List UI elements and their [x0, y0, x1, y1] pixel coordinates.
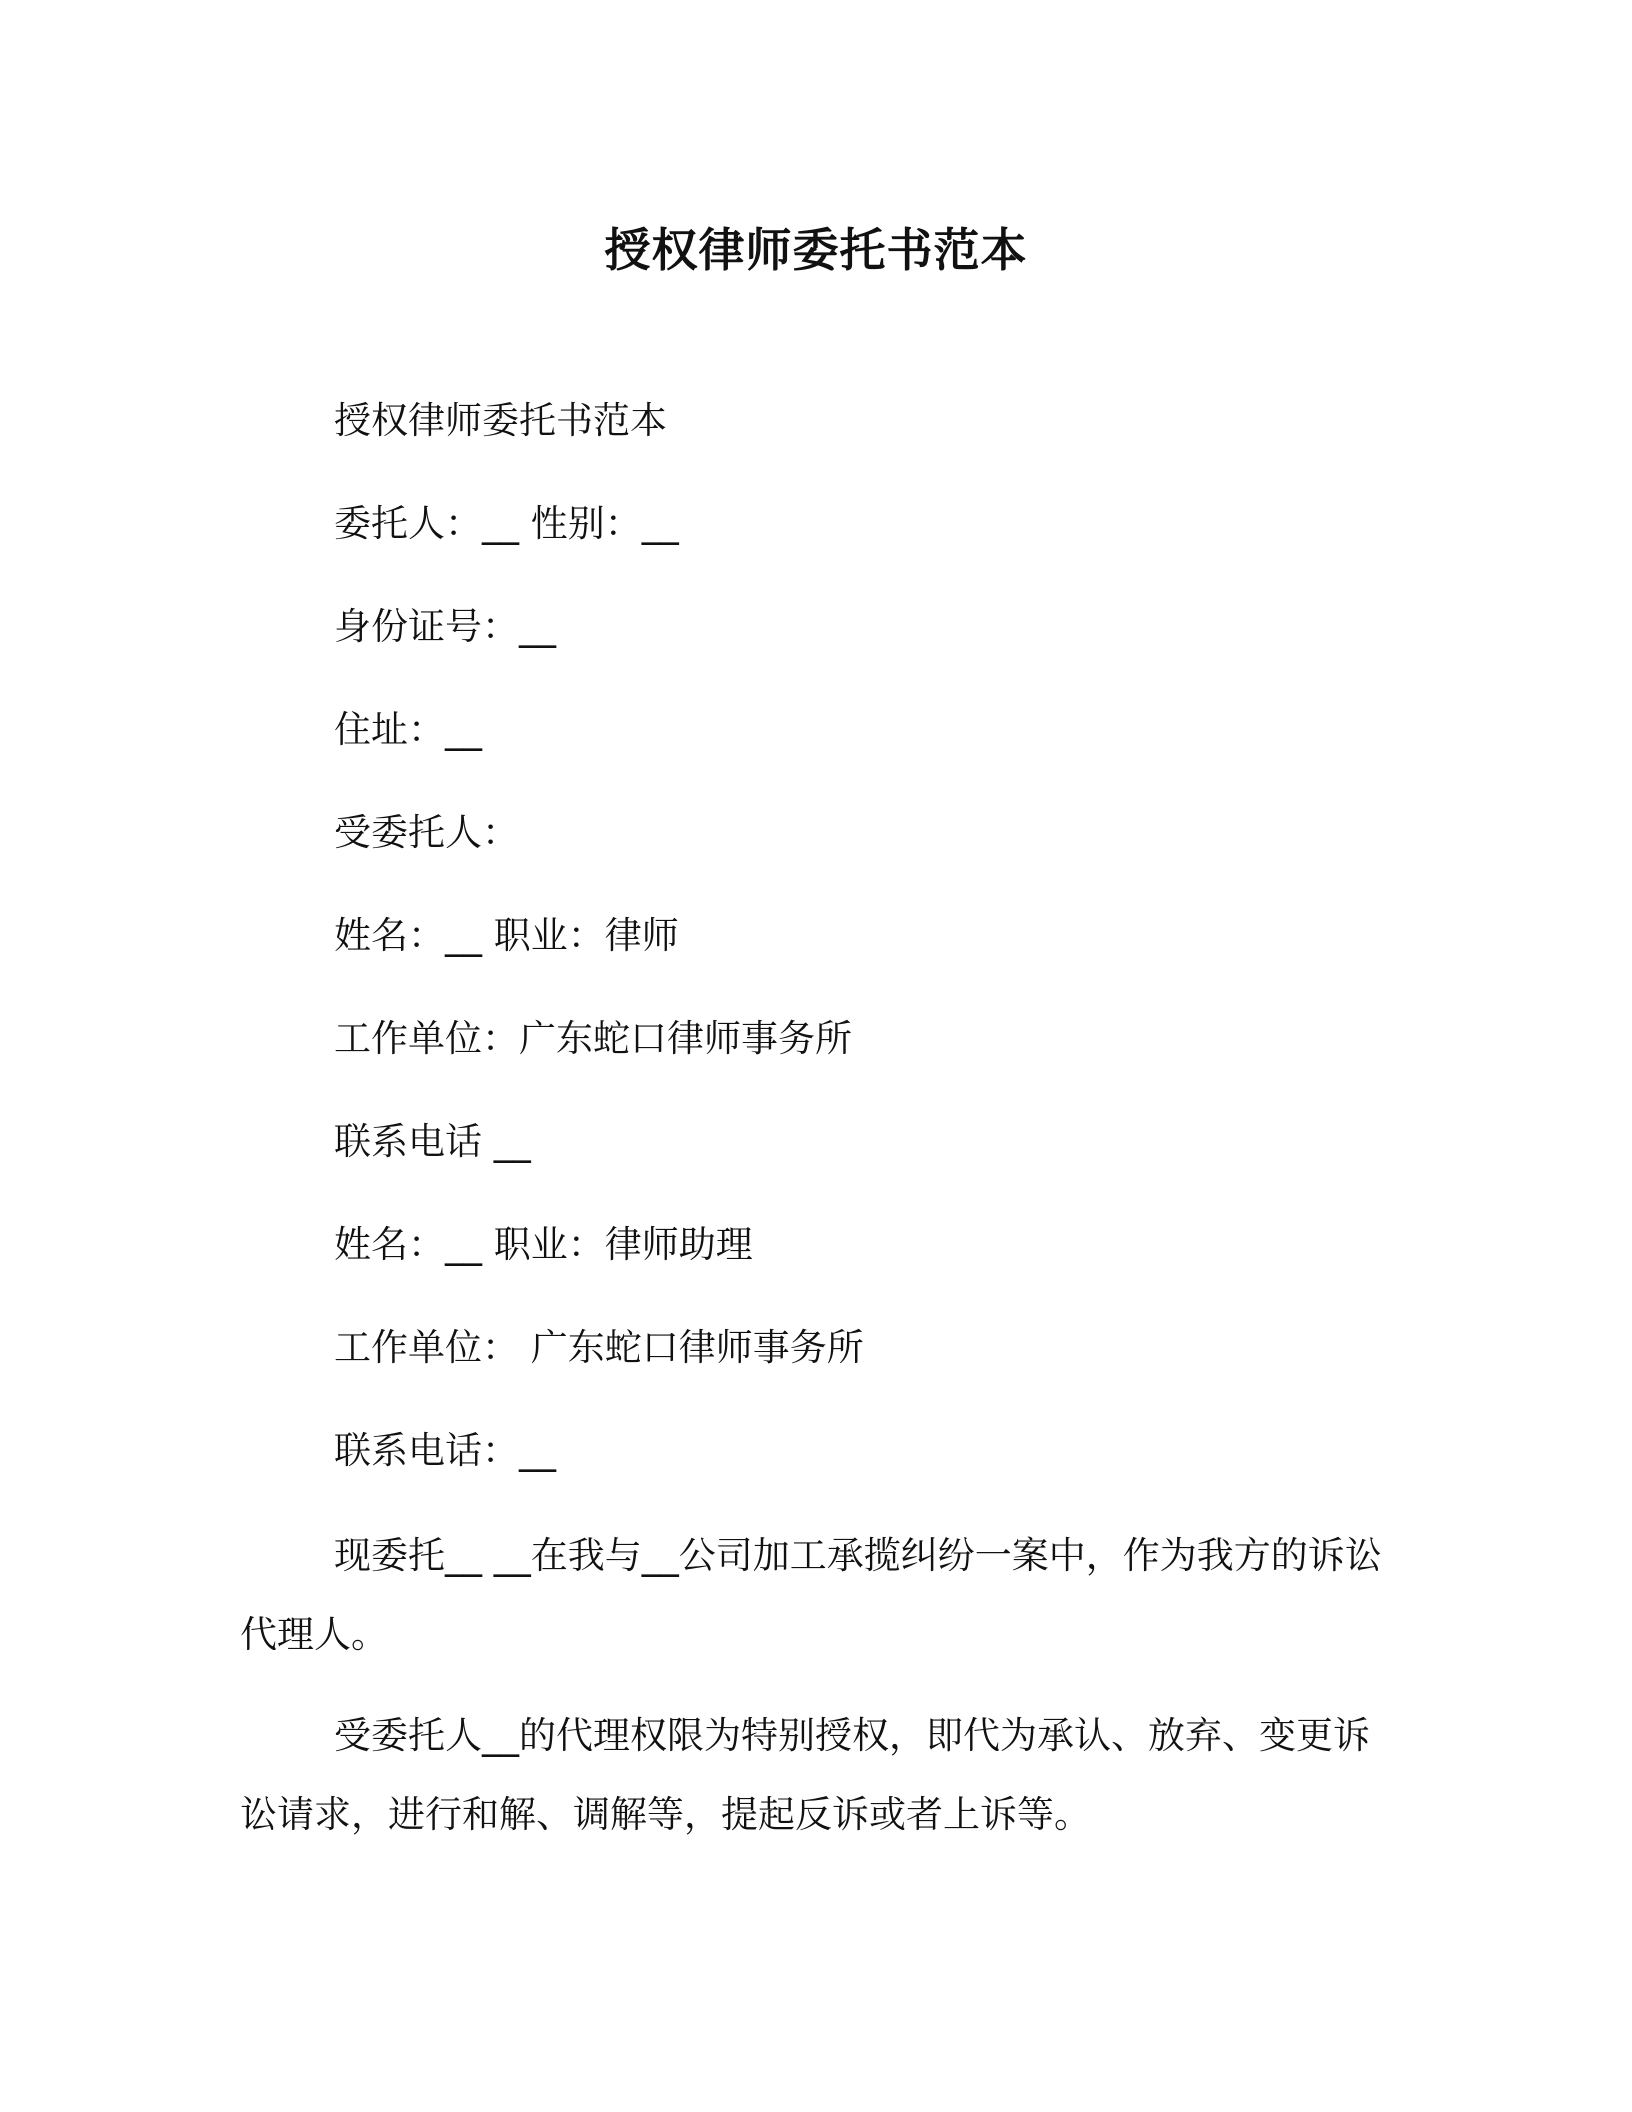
- agent2-phone-line: 联系电话：__: [334, 1429, 556, 1472]
- entrustment-paragraph: 现委托__ __在我与__公司加工承揽纠纷一案中，作为我方的诉讼代理人。: [240, 1534, 1382, 1656]
- document-title: 授权律师委托书范本: [604, 223, 1028, 277]
- agent2-workplace-line: 工作单位： 广东蛇口律师事务所: [334, 1326, 864, 1369]
- agent2-name-occupation-line: 姓名：__ 职业：律师助理: [334, 1223, 753, 1266]
- authority-scope-paragraph: 受委托人__的代理权限为特别授权，即代为承认、放弃、变更诉讼请求，进行和解、调解等，提起反诉或者上诉等。: [240, 1714, 1370, 1836]
- document-subtitle: 授权律师委托书范本: [334, 399, 667, 442]
- agent-heading: 受委托人：: [334, 811, 519, 854]
- principal-id-line: 身份证号：__: [334, 605, 556, 648]
- principal-address-line: 住址：__: [334, 708, 482, 751]
- agent1-phone-line: 联系电话 __: [334, 1120, 531, 1163]
- agent1-name-occupation-line: 姓名：__ 职业：律师: [334, 914, 679, 957]
- principal-name-gender-line: 委托人：__ 性别：__: [334, 502, 679, 545]
- agent1-workplace-line: 工作单位：广东蛇口律师事务所: [334, 1017, 852, 1060]
